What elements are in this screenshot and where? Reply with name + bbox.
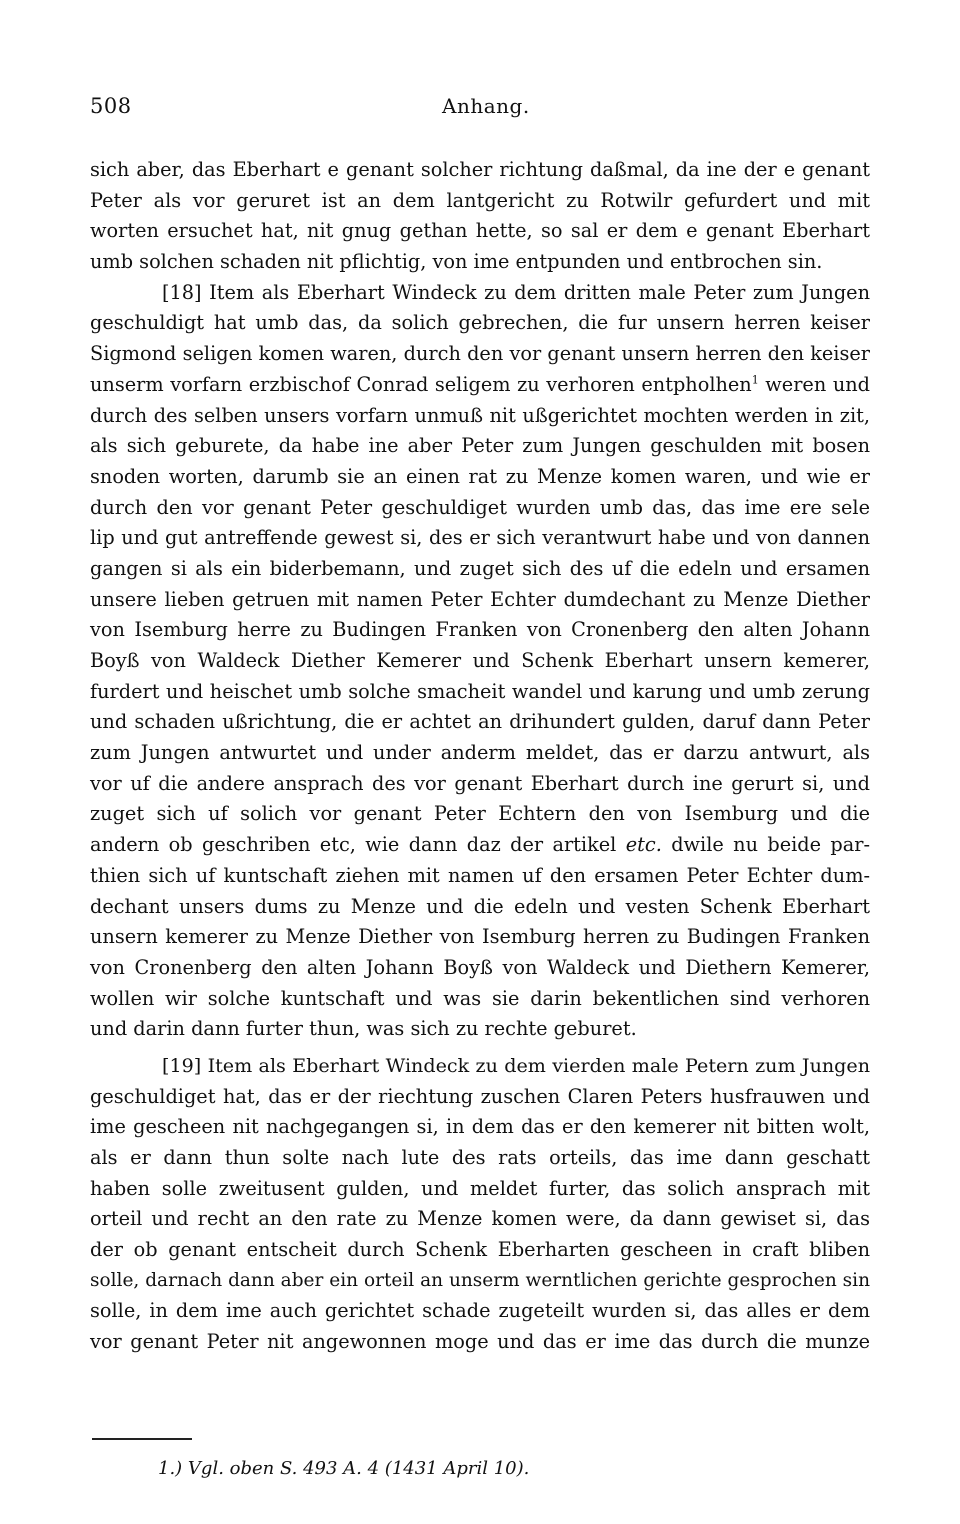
body-text xyxy=(90,155,870,1358)
text-line-with-footnote xyxy=(90,370,870,401)
text-line: zuget sich uf solich vor genant Peter Echtern den von Isemburg und die xyxy=(90,802,870,826)
italic-etc: etc. xyxy=(625,833,662,857)
text-line: ime gescheen nit nachgegangen si, in dem das er den kemerer nit bitten wolt, xyxy=(90,1115,870,1139)
text-line: und schaden ußrichtung, die er achtet an drihundert gulden, daruf dann Peter xyxy=(90,710,870,734)
text-line: der ob genant entscheit durch Schenk Eberharten gescheen in craft bliben xyxy=(90,1238,870,1262)
footnote-marker: 1 xyxy=(751,373,759,387)
text-line: gangen si als ein biderbemann, und zuget sich des uf die edeln und ersamen xyxy=(90,556,870,580)
text-line: geschuldiget hat, das er der riechtung zuschen Claren Peters husfrauwen und xyxy=(90,1084,870,1108)
text-line: von Isemburg herre zu Budingen Franken von Cronenberg den alten Johann xyxy=(90,618,870,642)
text-line: als er dann thun solte nach lute des rats orteils, das ime dann geschatt xyxy=(90,1146,870,1169)
text-line: durch des selben unsers vorfarn unmuß nit ußgerichtet mochten werden in zit, xyxy=(90,403,870,427)
running-head: Anhang. xyxy=(442,94,530,118)
text-line: dechant unsers dums zu Menze und die edeln und vesten Schenk Eberhart xyxy=(90,894,870,918)
text-line: snoden worten, darumb sie an einen rat zu Menze komen waren, und wie er xyxy=(90,464,870,488)
text-line: durch den vor genant Peter geschuldiget wurden umb das, das ime ere sele xyxy=(90,495,870,519)
text-line: als sich geburete, da habe ine aber Peter zum Jungen geschulden mit bosen xyxy=(90,434,870,458)
text-segment: andern ob geschriben etc, wie dann daz der artikel xyxy=(90,833,617,857)
text-line: solle, in dem ime auch gerichtet schade zugeteilt wurden si, das alles er dem xyxy=(90,1299,870,1323)
text-line: unsere lieben getruen mit namen Peter Echter dumdechant zu Menze Diether xyxy=(90,587,870,611)
text-line: orteil und recht an den rate zu Menze komen were, da dann gewiset si, das xyxy=(90,1207,870,1231)
text-segment: unserm vorfarn erzbischof Conrad seligem zu verhoren entpholhen xyxy=(90,372,752,396)
text-line: Peter als vor geruret ist an dem lantgericht zu Rotwilr gefurdert und mit xyxy=(90,188,870,212)
footnote-divider xyxy=(92,1438,192,1440)
page-header xyxy=(90,94,870,124)
text-line: sich aber, das Eberhart e genant solcher richtung daßmal, da ine der e genant xyxy=(90,158,870,181)
text-line: worten ersuchet hat, nit gnug gethan hette, so sal er dem e genant Eberhart xyxy=(90,219,870,243)
footnote: 1.) Vgl. oben S. 493 A. 4 (1431 April 10). xyxy=(158,1458,530,1479)
text-line: lip und gut antreffende gewest si, des er sich verantwurt habe und von dannen xyxy=(90,526,870,550)
text-line: umb solchen schaden nit pflichtig, von ime entpunden und entbrochen sin. xyxy=(90,250,823,274)
paragraph-18-start: [18] Item als Eberhart Windeck zu dem dritten male Peter zum Jungen xyxy=(162,280,870,304)
text-line: unsern kemerer zu Menze Diether von Isemburg herren zu Budingen Franken xyxy=(90,925,870,949)
text-line: zum Jungen antwurtet und under anderm meldet, das er darzu antwurt, als xyxy=(90,741,870,765)
text-line: von Cronenberg den alten Johann Boyß von Waldeck und Diethern Kemerer, xyxy=(90,955,870,979)
text-line: thien sich uf kuntschaft ziehen mit namen uf den ersamen Peter Echter dum- xyxy=(90,863,870,887)
text-line: geschuldigt hat umb das, da solich gebrechen, die fur unsern herren keiser xyxy=(90,311,870,335)
paragraph-19-start: [19] Item als Eberhart Windeck zu dem vierden male Petern zum Jungen xyxy=(162,1053,870,1077)
text-line: furdert und heischet umb solche smacheit wandel und karung und umb zerung xyxy=(90,679,870,703)
text-line: solle, darnach dann aber ein orteil an unserm werntlichen gerichte gesprochen sin xyxy=(90,1269,870,1291)
text-line: wollen wir solche kuntschaft und was sie darin bekentlichen sind verhoren xyxy=(90,986,870,1010)
text-segment: weren und xyxy=(758,372,870,396)
text-line: haben solle zweitusent gulden, und meldet furter, das solich ansprach mit xyxy=(90,1176,870,1200)
text-line: Sigmond seligen komen waren, durch den vor genant unsern herren den keiser xyxy=(90,342,870,366)
text-line-with-italic xyxy=(90,830,870,861)
text-line: Boyß von Waldeck Diether Kemerer und Schenk Eberhart unsern kemerer, xyxy=(90,649,870,672)
text-line: vor uf die andere ansprach des vor genant Eberhart durch ine gerurt si, und xyxy=(90,771,870,795)
text-segment: dwile nu beide par- xyxy=(661,833,870,857)
text-line: vor genant Peter nit angewonnen moge und das er ime das durch die munze xyxy=(90,1330,870,1354)
page-number: 508 xyxy=(90,94,132,118)
text-line: und darin dann furter thun, was sich zu rechte geburet. xyxy=(90,1017,637,1041)
